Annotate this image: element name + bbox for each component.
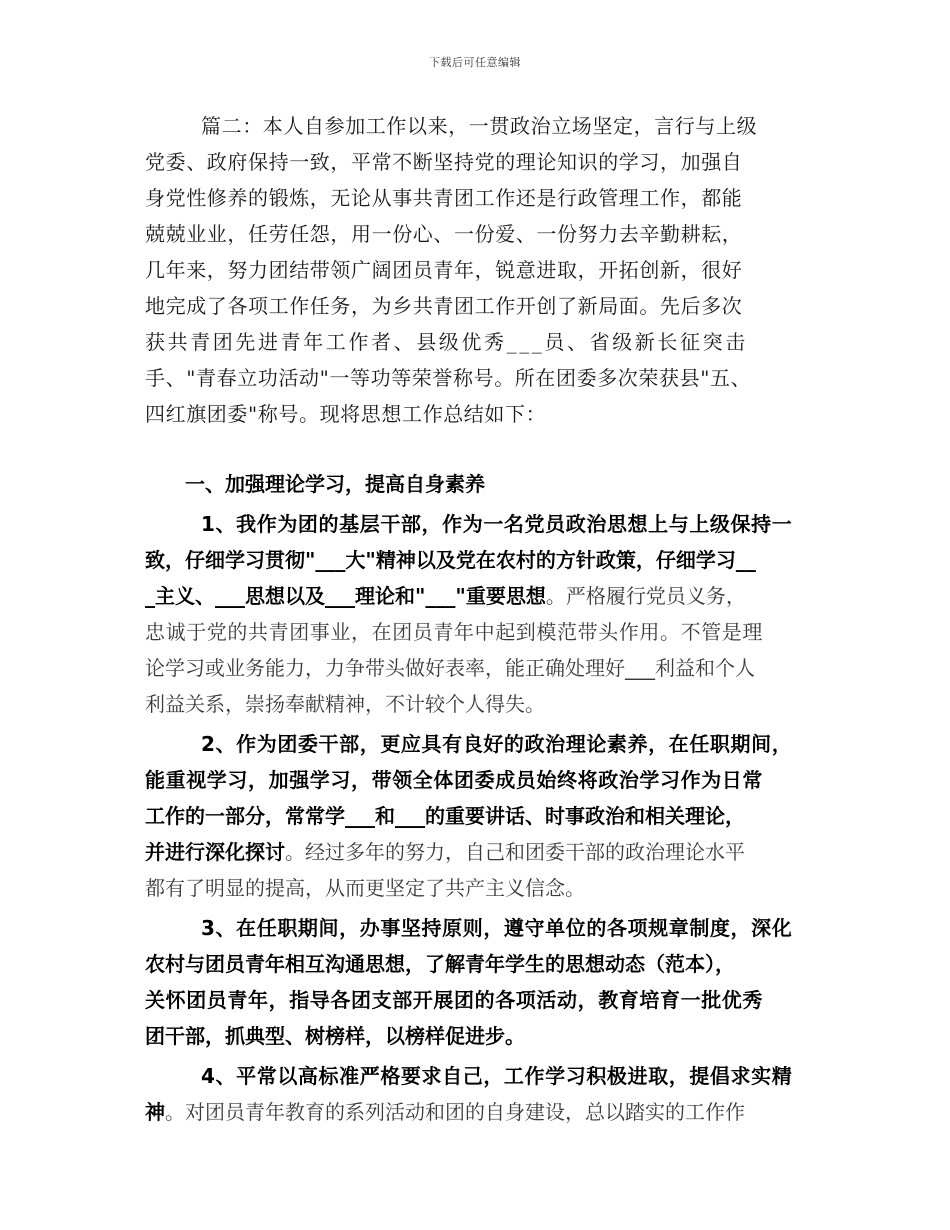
- paragraph-line-mixed: [145, 1094, 810, 1130]
- paragraph-line: 团干部，抓典型、树榜样，以榜样促进步。: [145, 1024, 525, 1048]
- paragraph-1: [145, 506, 810, 722]
- normal-run: 。经过多年的努力，自己和团委干部的政治理论水平: [285, 840, 745, 864]
- intro-line: 几年来，努力团结带领广阔团员青年，锐意进取，开拓创新，很好: [145, 258, 743, 282]
- paragraph-4: [145, 1058, 810, 1130]
- paragraph-line: 忠诚于党的共青团事业，在团员青年中起到模范带头作用。不管是理: [145, 620, 763, 644]
- paragraph-line: 农村与团员青年相互沟通思想，了解青年学生的思想动态（范本），: [145, 952, 735, 976]
- paragraph-line: 能重视学习，加强学习，带领全体团委成员始终将政治学习作为日常: [145, 768, 763, 792]
- paragraph-line-mixed: [145, 834, 810, 870]
- page-header: 下载后可任意编辑: [429, 56, 521, 69]
- paragraph-line: 2、作为团委干部，更应具有良好的政治理论素养，在任职期间，: [201, 732, 793, 756]
- paragraph-line: 利益关系，崇扬奉献精神，不计较个人得失。: [145, 692, 545, 716]
- section-heading: 一、加强理论学习，提高自身素养: [185, 472, 485, 496]
- intro-line: 篇二：本人自参加工作以来，一贯政治立场坚定，言行与上级: [201, 114, 758, 138]
- bold-run: 神: [145, 1100, 165, 1124]
- paragraph-line: 1、我作为团的基层干部，作为一名党员政治思想上与上级保持一: [201, 512, 793, 536]
- bold-run: _主义、___思想以及___理论和"___"重要思想: [145, 584, 546, 608]
- paragraph-line: 论学习或业务能力，力争带头做好表率，能正确处理好___利益和个人: [145, 656, 755, 680]
- paragraph-2: [145, 726, 810, 906]
- normal-run: 。对团员青年教育的系列活动和团的自身建设，总以踏实的工作作: [165, 1100, 745, 1124]
- bold-run: 并进行深化探讨: [145, 840, 285, 864]
- intro-line: 地完成了各项工作任务，为乡共青团工作开创了新局面。先后多次: [145, 294, 743, 318]
- paragraph-line: 致，仔细学习贯彻"___大"精神以及党在农村的方针政策，仔细学习__: [145, 548, 756, 572]
- intro-line: 获共青团先进青年工作者、县级优秀___员、省级新长征突击: [145, 330, 748, 354]
- intro-line: 四红旗团委"称号。现将思想工作总结如下：: [145, 402, 547, 426]
- paragraph-line: 工作的一部分，常常学___和___的重要讲话、时事政治和相关理论，: [145, 804, 745, 828]
- paragraph-line: 关怀团员青年，指导各团支部开展团的各项活动，教育培育一批优秀: [145, 988, 763, 1012]
- intro-line: 手、"青春立功活动"一等功等荣誉称号。所在团委多次荣获县"五、: [145, 366, 752, 390]
- intro-line: 身党性修养的锻炼，无论从事共青团工作还是行政管理工作，都能: [145, 186, 743, 210]
- paragraph-3: [145, 910, 810, 1054]
- document-body: [145, 108, 810, 1130]
- intro-line: 党委、政府保持一致，平常不断坚持党的理论知识的学习，加强自: [145, 150, 743, 174]
- intro-paragraph: [145, 108, 810, 432]
- paragraph-line: 4、平常以高标准严格要求自己，工作学习积极进取，提倡求实精: [201, 1064, 793, 1088]
- paragraph-line-mixed: [145, 578, 810, 614]
- intro-line: 兢兢业业，任劳任怨，用一份心、一份爱、一份努力去辛勤耕耘，: [145, 222, 743, 246]
- paragraph-line: 3、在任职期间，办事坚持原则，遵守单位的各项规章制度，深化: [201, 916, 793, 940]
- normal-run: 。严格履行党员义务，: [545, 584, 746, 608]
- paragraph-line: 都有了明显的提高，从而更坚定了共产主义信念。: [145, 876, 585, 900]
